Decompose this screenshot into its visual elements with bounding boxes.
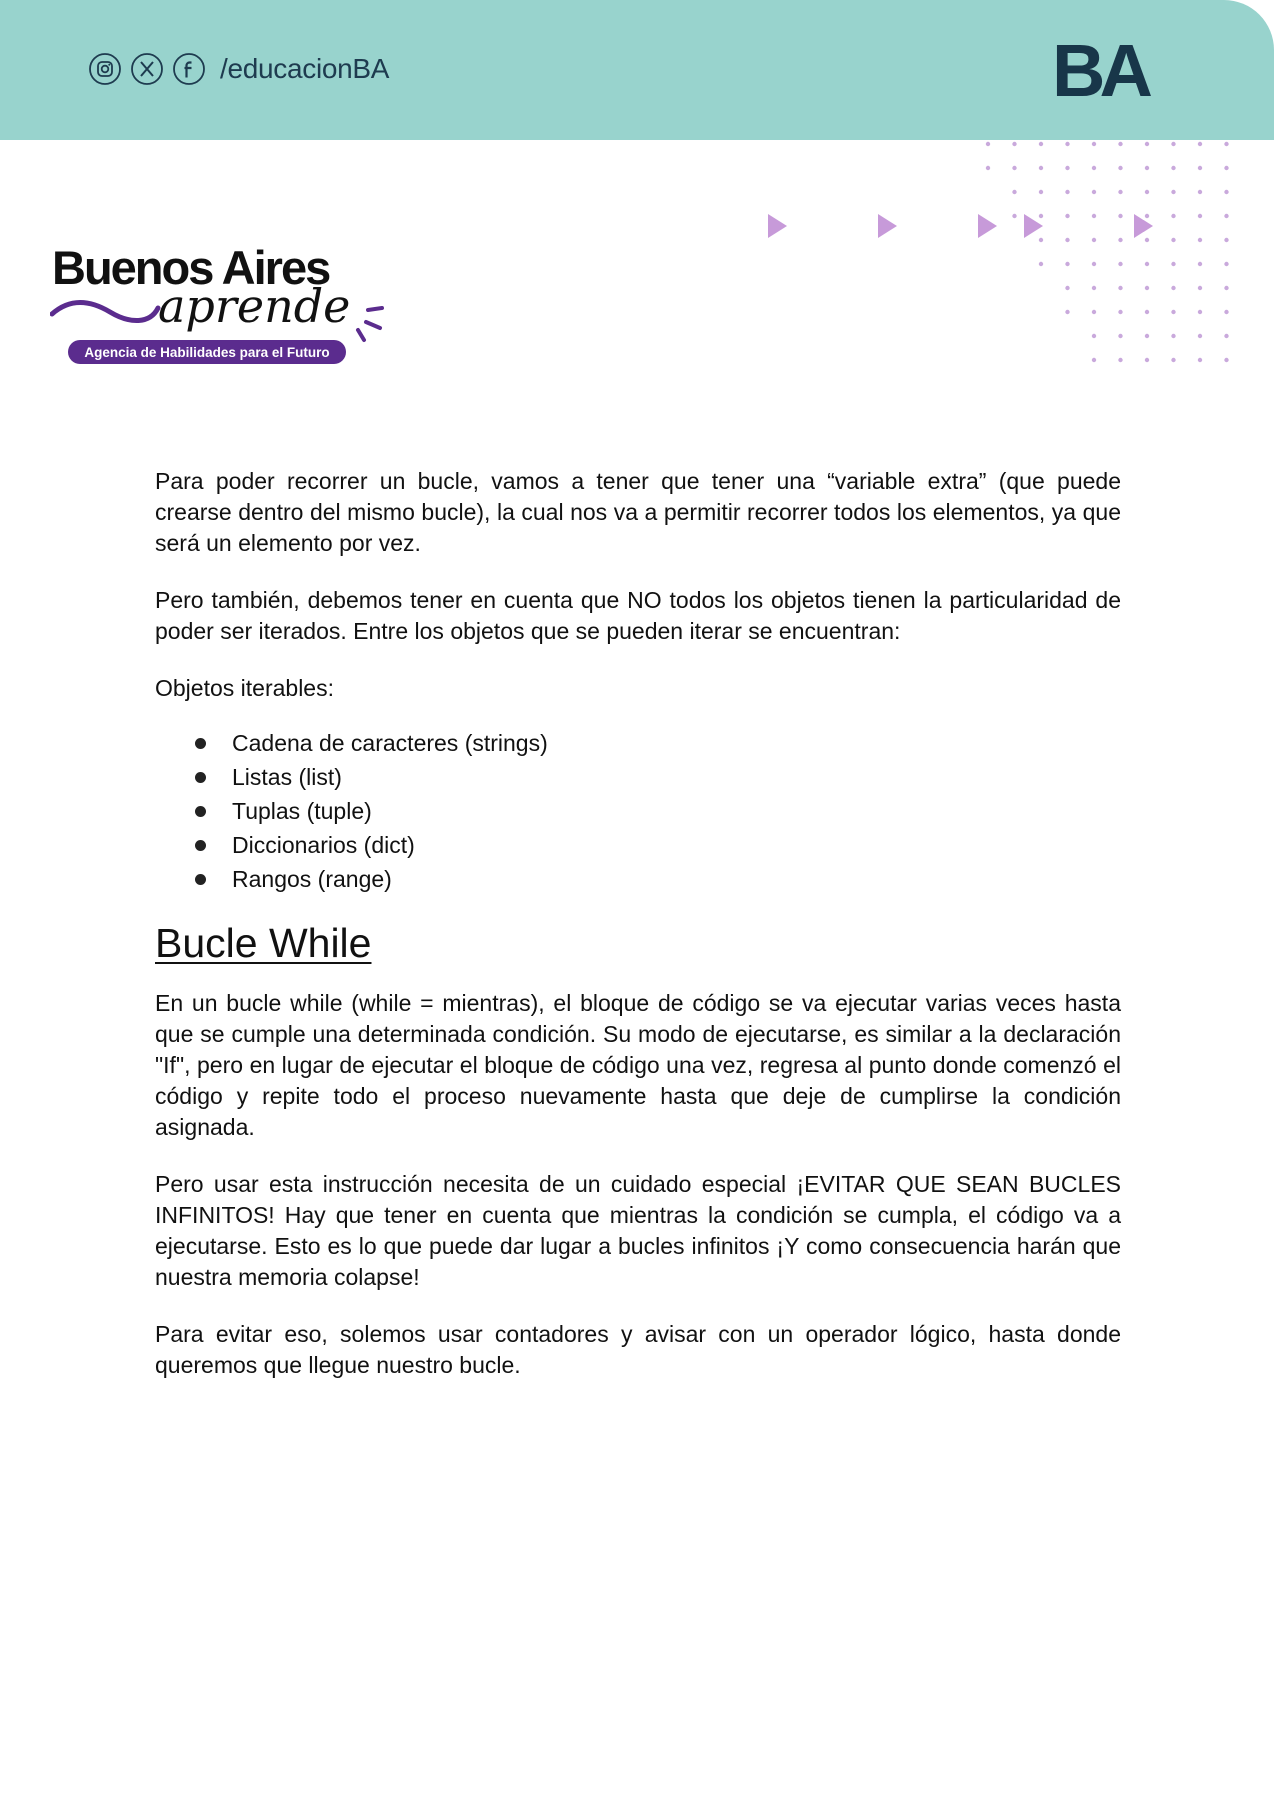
paragraph-while-definition: En un bucle while (while = mientras), el bloque de código se va ejecutar varias veces hasta que se cumple una determinada condición. Su modo de ejecutarse, es similar a la declaración "If", pero en lugar de ejecutar el bloque de código una vez, regresa al punto donde comenzó el código y repite todo el proceso nuevamente hasta que deje de cumplirse la condición asignada. xyxy=(155,990,1121,1140)
section-title-bucle-while: Bucle While xyxy=(155,920,372,966)
brand-tagline: Agencia de Habilidades para el Futuro xyxy=(84,345,330,360)
x-icon[interactable] xyxy=(130,52,164,86)
instagram-icon[interactable] xyxy=(88,52,122,86)
list-item: Diccionarios (dict) xyxy=(155,828,1121,862)
buenos-aires-aprende-logo xyxy=(50,238,390,368)
ba-logo xyxy=(1052,38,1164,100)
paragraph-loop-variable: Para poder recorrer un bucle, vamos a tener que tener una “variable extra” (que puede crearse dentro del mismo bucle), la cual nos va a permitir recorrer todos los elementos, ya que será un elemento por vez. xyxy=(155,468,1121,556)
social-handle[interactable]: /educacionBA xyxy=(220,53,390,84)
decorative-pattern xyxy=(740,140,1274,380)
list-item: Listas (list) xyxy=(155,760,1121,794)
brand-line2: aprende xyxy=(158,279,351,333)
paragraph-infinite-loops: Pero usar esta instrucción necesita de un cuidado especial ¡EVITAR QUE SEAN BUCLES INFINITOS! Hay que tener en cuenta que mientras la condición se cumpla, el código va a ejecutarse. Esto es lo que puede dar lugar a bucles infinitos ¡Y como consecuencia harán que nuestra memoria colapse! xyxy=(155,1171,1121,1290)
paragraph-counters: Para evitar eso, solemos usar contadores y avisar con un operador lógico, hasta donde queremos que llegue nuestro bucle. xyxy=(155,1321,1121,1378)
facebook-icon[interactable] xyxy=(172,52,206,86)
document-body xyxy=(155,466,1121,1407)
header-band xyxy=(0,0,1274,140)
paragraph-iterable-objects: Pero también, debemos tener en cuenta que NO todos los objetos tienen la particularidad de poder ser iterados. Entre los objetos que se pueden iterar se encuentran: xyxy=(155,587,1121,644)
brand-line1: Buenos Aires xyxy=(52,241,330,294)
list-item: Cadena de caracteres (strings) xyxy=(155,726,1121,760)
ba-logo-text: BA xyxy=(1052,38,1147,100)
list-item: Rangos (range) xyxy=(155,862,1121,896)
social-links xyxy=(88,50,389,88)
list-item: Tuplas (tuple) xyxy=(155,794,1121,828)
iterables-list xyxy=(155,726,1121,896)
iterables-label: Objetos iterables: xyxy=(155,675,334,701)
